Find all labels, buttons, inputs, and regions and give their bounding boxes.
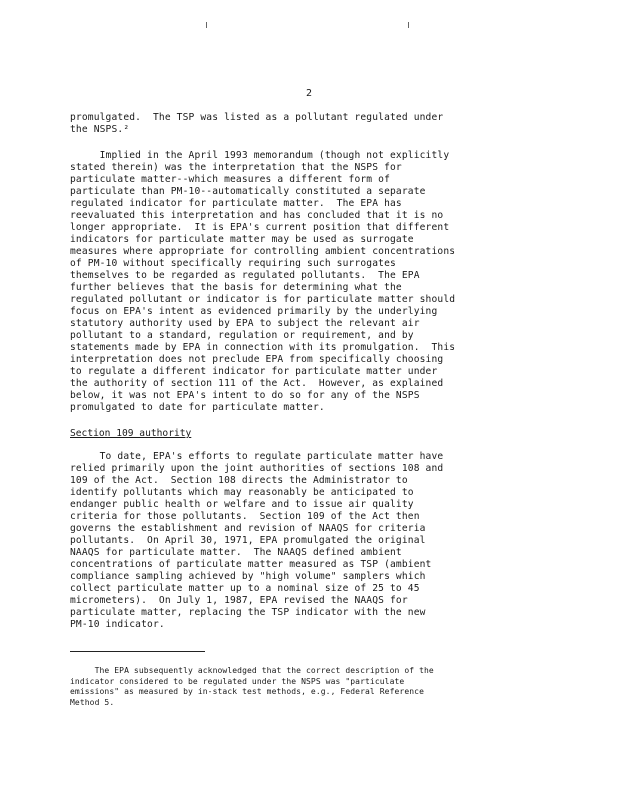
text-line: PM-10 indicator.	[70, 619, 165, 630]
text-line: statements made by EPA in connection with its promulgation. This	[70, 342, 456, 353]
text-line: pollutants. On April 30, 1971, EPA promulgated the original	[70, 535, 426, 546]
text-line: governs the establishment and revision of NAAQS for criteria	[70, 523, 426, 534]
text-line: criteria for those pollutants. Section 109 of the Act then	[70, 511, 420, 522]
text-line: longer appropriate. It is EPA's current position that different	[70, 222, 450, 233]
text-line: micrometers). On July 1, 1987, EPA revised the NAAQS for	[70, 595, 408, 606]
text-line: relied primarily upon the joint authorities of sections 108 and	[70, 463, 444, 474]
text-line: statutory authority used by EPA to subject the relevant air	[70, 318, 420, 329]
text-line: NAAQS for particulate matter. The NAAQS defined ambient	[70, 547, 402, 558]
text-line: themselves to be regarded as regulated pollutants. The EPA	[70, 270, 420, 281]
text-line: To date, EPA's efforts to regulate particulate matter have	[70, 451, 444, 462]
text-line: The EPA subsequently acknowledged that the correct description of the	[70, 666, 434, 675]
text-line: focus on EPA's intent as evidenced primarily by the underlying	[70, 306, 438, 317]
page-number: 2	[305, 88, 313, 99]
text-line: promulgated. The TSP was listed as a pollutant regulated under	[70, 112, 444, 123]
text-line: reevaluated this interpretation and has concluded that it is no	[70, 210, 444, 221]
text-line: measures where appropriate for controlling ambient concentrations	[70, 246, 456, 257]
text-line: pollutant to a standard, regulation or requirement, and by	[70, 330, 414, 341]
text-line: of PM-10 without specifically requiring such surrogates	[70, 258, 396, 269]
text-line: concentrations of particulate matter measured as TSP (ambient	[70, 559, 432, 570]
text-line: below, it was not EPA's intent to do so for any of the NSPS	[70, 390, 420, 401]
text-line: indicator considered to be regulated under the NSPS was "particulate	[70, 676, 405, 686]
text-line: to regulate a different indicator for particulate matter under	[70, 366, 438, 377]
scan-mark	[408, 22, 409, 28]
footnote-divider	[70, 651, 205, 652]
text-line: identify pollutants which may reasonably be anticipated to	[70, 487, 414, 498]
text-line: indicators for particulate matter may be used as surrogate	[70, 234, 414, 245]
text-line: emissions" as measured by in-stack test methods, e.g., Federal Reference	[70, 687, 424, 696]
text-line: the NSPS.²	[70, 124, 130, 135]
text-line: particulate than PM-10--automatically constituted a separate	[70, 186, 426, 197]
text-line: particulate matter, replacing the TSP indicator with the new	[70, 607, 426, 618]
text-line: promulgated to date for particulate matter.	[70, 402, 325, 413]
scan-mark	[206, 22, 207, 28]
text-line: collect particulate matter up to a nominal size of 25 to 45	[70, 583, 420, 594]
text-line: Method 5.	[70, 697, 115, 707]
text-line: regulated indicator for particulate matter. The EPA has	[70, 198, 402, 209]
text-line: interpretation does not preclude EPA from specifically choosing	[70, 354, 444, 365]
text-line: particulate matter--which measures a different form of	[70, 174, 390, 185]
text-line: Implied in the April 1993 memorandum (though not explicitly	[70, 150, 450, 161]
text-line: compliance sampling achieved by "high volume" samplers which	[70, 571, 426, 582]
text-line: regulated pollutant or indicator is for particulate matter should	[70, 294, 456, 305]
section-heading: Section 109 authority	[70, 428, 192, 439]
text-line: 109 of the Act. Section 108 directs the Administrator to	[70, 475, 408, 486]
text-line: endanger public health or welfare and to issue air quality	[70, 499, 414, 510]
text-line: further believes that the basis for determining what the	[70, 282, 402, 293]
text-line: stated therein) was the interpretation that the NSPS for	[70, 162, 402, 173]
text-line: the authority of section 111 of the Act. However, as explained	[70, 378, 444, 389]
